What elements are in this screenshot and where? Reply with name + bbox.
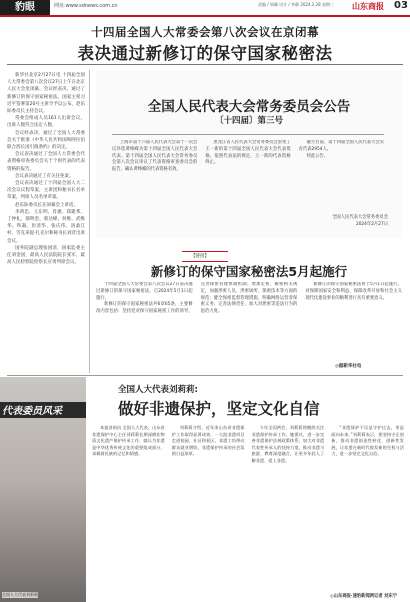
left-paragraph: 会议表决通过了全国人大常委会代表资格审查委员会关于个别代表的代表资格的报告。	[7, 152, 85, 172]
article2-byline: ◎据新华社电	[335, 364, 362, 369]
feature-paragraph: “非遗保护不仅是守护过去，更是面向未来。”刘莉莉表示，要坚持守正创新，推动非遗创造性转化、创新性发展，让非遗在新时代焕发新的生机与活力，进一步坚定文化自信。	[331, 425, 404, 457]
left-paragraph: 会议经表决，通过了全国人大常委会关于批准《中华人民共和国和阿拉伯联合酋长国引渡条约》的决定。	[7, 130, 85, 151]
article2-paragraph: 新修订的保守国家秘密法将于5月1日起施行，对保障国家安全和利益、保障改革开放和社会主义现代化建设事业的顺利进行具有重要意义。	[305, 282, 402, 301]
headline-kicker: 十四届全国人大常委会第八次会议在京闭幕	[91, 25, 319, 39]
announcement-divider	[112, 134, 384, 135]
left-paragraph: 李鸿忠、王东明、肖捷、郑建邦、丁仲礼、郝明金、蔡达峰、何维、武维华、铁凝、彭清华、张庆伟、洛桑江村、雪克来提·扎克尔和秘书长刘奇出席会议。	[7, 209, 85, 244]
column-divider	[89, 70, 90, 373]
left-paragraph: 常委会组成人员161人出席会议，出席人数符合法定人数。	[7, 116, 85, 129]
headline-divider	[7, 64, 403, 65]
left-paragraph: 会议表决通过了有关任免案。	[15, 173, 74, 179]
feature-paragraph: 今年全国两会，刘莉莉将继续关注非遗保护传承工作。她建议，进一步完善非遗保护法规政策体系，加大对非遗代表性传承人的扶持力度，推动非遗与旅游、教育深度融合，让更多年轻人了解非遗、爱上非遗。	[251, 425, 325, 463]
website-url[interactable]: 网址:www.sdnews.com.cn	[54, 3, 118, 9]
editor-credits: 责编 / 邢璐 设计 / 李静 2024.2.28 星期三	[258, 2, 334, 7]
announcement-number: 〔十四届〕第三号	[214, 116, 283, 126]
article2-body	[96, 282, 402, 370]
feature-paragraph: 刘莉莉介绍，近年来山东省非遗保护工作取得显著成效，一大批非遗项目走进校园、社区和景区，非遗工坊带动群众就业增收，非遗保护传承的社会氛围日益浓厚。	[171, 425, 245, 457]
article2-paragraph: 十四届全国人大常委会第八次会议27日表决通过新修订的保守国家秘密法，自2024年5月1日起施行。	[96, 282, 193, 301]
announcement-paragraph: 黑龙江省人民代表大会常务委员会罢免了王一新的第十四届全国人民代表大会代表资格。依照代表法的规定，王一新的代表资格终止。	[205, 140, 291, 166]
feature-title: 做好非遗保护，坚定文化自信	[118, 400, 320, 418]
section-divider	[7, 375, 403, 376]
left-column-article	[7, 72, 85, 374]
feature-byline: ◎山东商报·速豹新闻网记者 刘东宁	[330, 594, 398, 599]
section-logo: 豹眼	[0, 0, 50, 15]
link-tag: 【链接】	[191, 254, 209, 259]
announcement-signature-org: 全国人民代表大会常务委员会	[332, 215, 388, 220]
headline-title: 表决通过新修订的保守国家秘密法	[77, 44, 333, 63]
header-rule	[0, 15, 410, 17]
feature-kicker: 全国人大代表刘莉莉:	[118, 385, 198, 395]
announcement-paragraph: 上海市第十六届人民代表大会第十一次会议补选黄峥嵘为第十四届全国人民代表大会代表。第十四届全国人民代表大会常务委员会第八次会议审议了代表资格审查委员会的报告，确认黄峥嵘的代表资格有效。	[112, 140, 198, 173]
photo-caption: 全国人大代表刘莉莉	[2, 592, 38, 597]
left-paragraph: 国务院副总理张国清，国家监委主任刘金国，最高人民法院院长张军，最高人民检察院检察长应勇列席会议。	[7, 245, 85, 266]
newspaper-name: 山东商报	[352, 1, 384, 11]
article2-title: 新修订的保守国家秘密法5月起施行	[150, 264, 348, 279]
article2-paragraph: 新修订的保守国家秘密法共6章65条，主要修改内容包括：坚持党对保守国家秘密工作的领导，完善保密管理体制机制；增加定密、解密相关规定，加强涉密人员、涉密场所、保密技术等方面的规范；健全保密监督管理措施，明确网络运营者保密义务；完善法律责任，加大对泄密等违法行为的惩治力度。	[96, 282, 298, 315]
feature-body	[92, 425, 404, 595]
announcement-signature-date: 2024年2月27日	[355, 222, 388, 227]
announcement-body	[112, 140, 384, 210]
left-paragraph: 赵乐际委员长在闭幕会上讲话。	[15, 202, 78, 208]
left-paragraph: 会议表决通过了十四届全国人大二次会议议程草案，主席团和秘书长名单草案，列席人员名单草案。	[7, 181, 85, 201]
page-number: 03	[394, 0, 408, 11]
announcement-title: 全国人民代表大会常务委员会公告	[147, 99, 351, 115]
column-label: 代表委员风采	[2, 406, 62, 417]
announcement-paragraph: 截至目前，第十四届全国人民代表大会实有代表2954人。	[298, 140, 384, 152]
feature-paragraph: 本报济南讯 全国人大代表、山东省非遗保护中心主任刘莉莉长期深耕非物质文化遗产保护传承工作，她认为非遗是中华优秀传统文化的重要组成部分，承载着民族的记忆和情感。	[92, 425, 165, 457]
announcement-paragraph: 特此公告。	[306, 153, 329, 159]
left-paragraph: 新华社北京2月27日电 十四届全国人大常委会第八次会议27日上午在北京人民大会堂闭幕。会议经表决，通过了新修订的保守国家秘密法。国家主席习近平签署第20号主席令予以公布。赵乐际委员长主持会议。	[7, 73, 85, 115]
